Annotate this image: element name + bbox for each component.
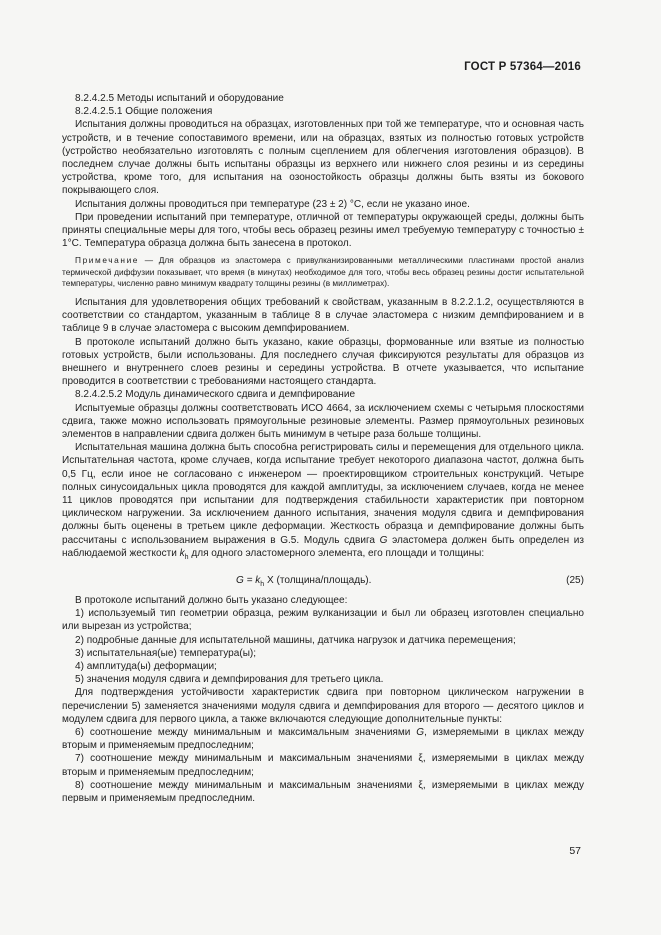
paragraph: Испытания должны проводиться на образцах, изготовленных при той же температуре, что и основная часть устройств, и в течение сопоставимого времени, или на образцах, взятых из полностью готовых устройств (устройство необязательно изготовлять с полным сцеплением для облегчения изготовления образцов). В последнем случае должны быть испытаны образцы из верхнего или нижнего слоя резины и из середины устройства, кроме того, для испытания на озоностойкость образцы должны быть взяты из бокового покрывающего слоя. (62, 119, 584, 197)
formula-subscript: h (260, 581, 265, 588)
list-item: 2) подробные данные для испытательной машины, датчика нагрузок и датчика перемещения; (75, 634, 516, 646)
list-item (62, 726, 584, 752)
symbol-G: G (379, 534, 388, 546)
paragraph-text: для одного эластомерного элемента, его площади и толщины: (188, 547, 485, 559)
paragraph: В протоколе испытаний должно быть указано следующее: (75, 595, 348, 606)
list-item: 7) соотношение между минимальным и максимальным значениями ξ, измеряемыми в циклах между вторым и применяемым предпоследним; (62, 753, 584, 778)
paragraph-text: эластомера должен быть определен из наблюдаемой жесткости (62, 534, 584, 559)
paragraph: Для подтверждения устойчивости характеристик сдвига при повторном циклическом нагружении в перечислении 5) заменяется значениями модуля сдвига и демпфирования для второго — десятого циклов и модулем сдвига для первого цикла, а также включаются следующие дополнительные пункты: (62, 687, 584, 725)
note-text: — Для образцов из эластомера с привулканизированными металлическими пластинами простой анализ термической диффузии показывает, что время (в минутах) необходимое для того, чтобы весь образец резины достиг испытательной температуры, численно равно минимум квадрату толщины резины (в миллиметрах). (62, 255, 584, 289)
note (62, 255, 584, 290)
list-item: 1) используемый тип геометрии образца, режим вулканизации и был ли образец изготовлен специально или вырезан из устройства; (62, 608, 584, 633)
paragraph (62, 441, 584, 564)
formula (62, 568, 584, 594)
list-item: 8) соотношение между минимальным и максимальным значениями ξ, измеряемыми в циклах между первым и применяемым предпоследним. (62, 779, 584, 805)
list-item: 3) испытательная(ые) температура(ы); (75, 647, 257, 659)
formula-k: k (255, 575, 261, 586)
paragraph: Испытуемые образцы должны соответствовать ИСО 4664, за исключением схемы с четырьмя плоскостями сдвига, также можно использовать прямоугольные резиновые элементы. Размер прямоугольных резиновых элементов в направлении сдвига должен быть минимум в четыре раза больше толщины. (62, 402, 584, 440)
paragraph-text: Испытательная машина должна быть способна регистрировать силы и перемещения для отдельного цикла. Испытательная частота, кроме случаев, когда испытание требует некоторого диапазона частот, должна быть 0,5 Гц, если иное не согласовано с инженером — проектировщиком строительных конструкций. Четыре полных синусоидальных цикла проводятся для каждой амплитуды, за исключением случаев, когда не менее 11 циклов проводятся при испытании для подтверждения стабильности характеристик при повторном циклическом нагружении. За исключением данного испытания, значения модуля сдвига и демпфирования должны быть оценены в третьем цикле деформации. Жесткость образца и демпфирование должны быть рассчитаны с использованием выражения в G.5. Модуль сдвига (62, 442, 584, 546)
page-number: 57 (569, 845, 581, 857)
paragraph: В протоколе испытаний должно быть указано, какие образцы, формованные или взятые из полностью готовых устройств, были использованы. Для последнего случая фиксируются результаты для образцов из внешнего и внутреннего слоев резины и середины устройства. В отчете указывается, что испытание проводится в соответствии с требованиями настоящего стандарта. (62, 336, 584, 388)
section-heading: 8.2.4.2.5 Методы испытаний и оборудование (75, 93, 284, 104)
paragraph: При проведении испытаний при температуре, отличной от температуры окружающей среды, должны быть приняты специальные меры для того, чтобы весь образец резины имел требуемую температуру с точностью ± 1°С. Температура образца должна быть занесена в протокол. (62, 211, 584, 250)
document-body (62, 92, 584, 805)
symbol-G: G (416, 727, 425, 739)
subsection-heading: 8.2.4.2.5.1 Общие положения (75, 106, 213, 118)
subsection-heading: 8.2.4.2.5.2 Модуль динамического сдвига и демпфирование (75, 389, 356, 401)
symbol-k: k (179, 547, 185, 559)
symbol-subscript: h (184, 553, 189, 561)
formula-lhs: G = (236, 575, 256, 586)
paragraph: Испытания должны проводиться при температуре (23 ± 2) °С, если не указано иное. (75, 198, 470, 210)
list-item: 5) значения модуля сдвига и демпфирования для третьего цикла. (75, 674, 384, 686)
formula-number: (25) (566, 575, 584, 586)
formula-expression (236, 574, 371, 591)
standard-designation: ГОСТ Р 57364—2016 (464, 61, 581, 73)
note-label: Примечание (75, 255, 140, 266)
paragraph: Испытания для удовлетворения общих требований к свойствам, указанным в 8.2.2.1.2, осуществляются в соответствии со стандартом, указанным в таблице 8 в случае эластомера с низким демпфированием и в таблице 9 в случае эластомера с высоким демпфированием. (62, 296, 584, 335)
list-item-text: , измеряемыми в циклах между вторым и применяемым предпоследним; (62, 727, 585, 752)
list-item: 4) амплитуда(ы) деформации; (75, 661, 217, 673)
list-item-text: 6) соотношение между минимальным и максимальным значениями (75, 727, 417, 739)
formula-rhs: X (толщина/площадь). (264, 575, 372, 586)
